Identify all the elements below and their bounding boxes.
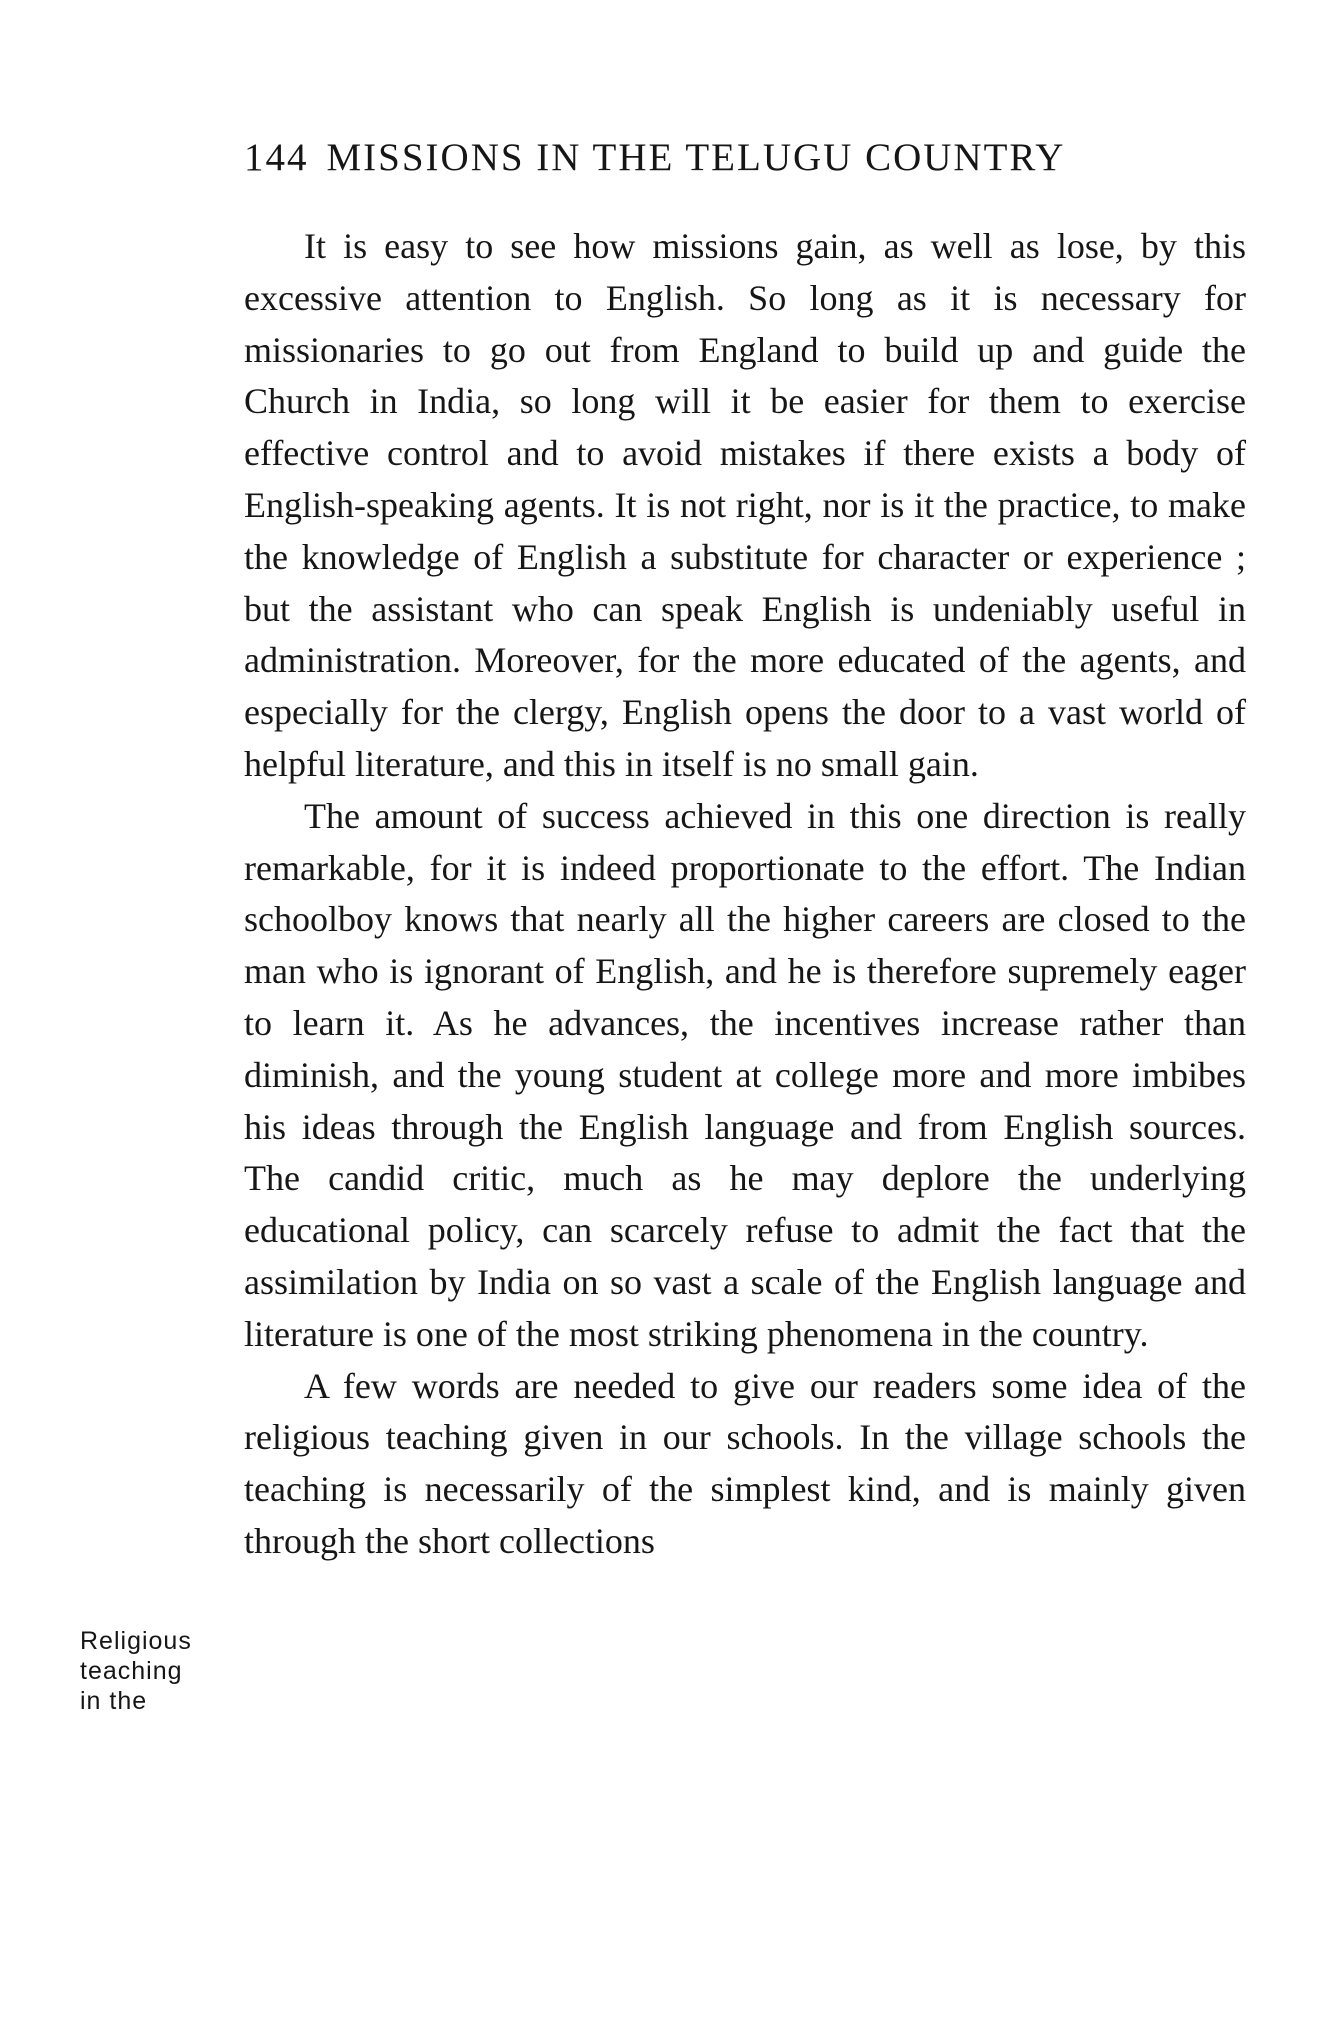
- paragraph-success-achieved: The amount of success achieved in this one direction is really remarkable, for it is indeed proportionate to the effort. The Indian schoolboy knows that nearly all the higher careers are closed to the man who is ignorant of English, and he is therefore supremely eager to learn it. As he advances, the incentives increase rather than diminish, and the young student at college more and more imbibes his ideas through the English language and from English sources. The candid critic, much as he may deplore the underlying educational policy, can scarcely refuse to admit the fact that the assimilation by India on so vast a scale of the English language and literature is one of the most striking phenomena in the country.: [244, 795, 1246, 1354]
- paragraph-english-attention: It is easy to see how missions gain, as well as lose, by this excessive attention to English. So long as it is necessary for missionaries to go out from England to build up and guide the Church in India, so long will it be easier for them to exercise effective control and to avoid mistakes if there exists a body of English-speaking agents. It is not right, nor is it the practice, to make the knowledge of English a substitute for character or experience ; but the assistant who can speak English is undeniably useful in administration. Moreover, for the more educated of the agents, and especially for the clergy, English opens the door to a vast world of helpful literature, and this in itself is no small gain.: [244, 226, 1246, 784]
- running-head: [244, 132, 1244, 184]
- paragraph-religious-teaching: A few words are needed to give our readers some idea of the religious teaching given in our schools. In the village schools the teaching is necessarily of the simplest kind, and is mainly given through the short collections: [244, 1365, 1246, 1561]
- margin-note: [80, 1626, 225, 1716]
- page-number: 144: [244, 136, 309, 179]
- running-title: MISSIONS IN THE TELUGU COUNTRY: [326, 136, 1066, 179]
- body-text: [244, 221, 1246, 1568]
- margin-note-text: Religious teaching in the: [80, 1627, 192, 1715]
